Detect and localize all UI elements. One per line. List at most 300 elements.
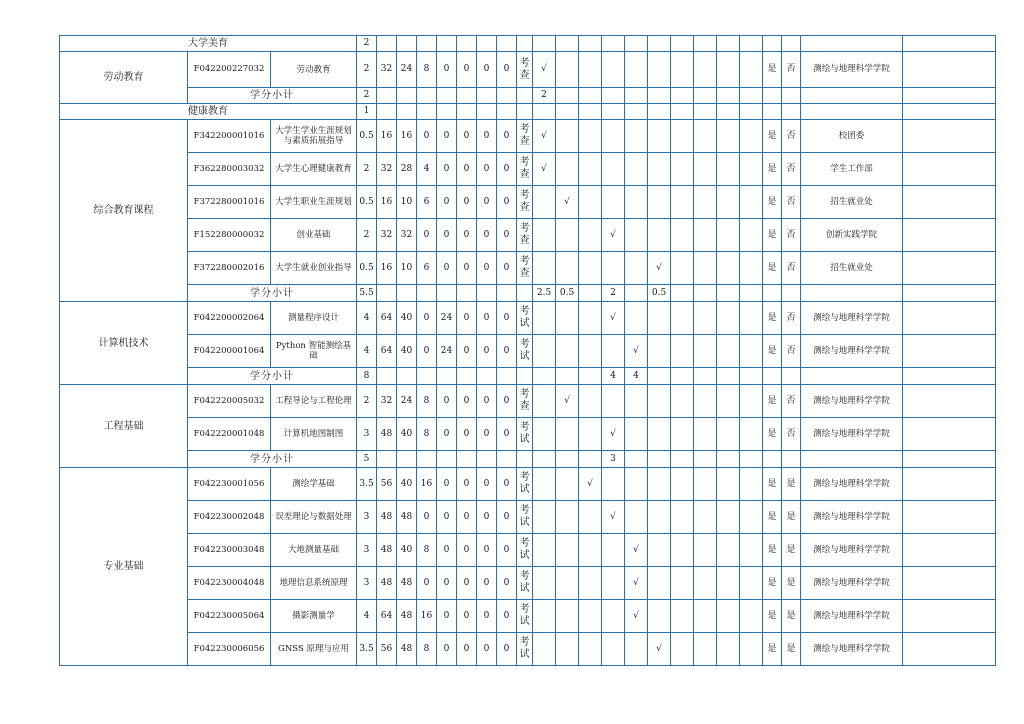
- subtotal-credit: 8: [357, 368, 377, 385]
- empty-cell: [717, 88, 740, 104]
- empty-cell: [717, 534, 740, 567]
- semester-check: √: [625, 567, 648, 600]
- empty-cell: [740, 219, 763, 252]
- empty-cell: [437, 88, 457, 104]
- category-general: 综合教育课程: [60, 120, 188, 302]
- empty-cell: [556, 335, 579, 368]
- empty-cell: [671, 52, 694, 88]
- empty-cell: [437, 36, 457, 52]
- empty-cell: [694, 88, 717, 104]
- exam-type: 考查: [517, 385, 533, 418]
- course-credit: 3: [357, 534, 377, 567]
- department: 创新实践学院: [801, 219, 903, 252]
- course-name: 工程导论与工程伦理: [271, 385, 357, 418]
- empty-cell: [717, 633, 740, 666]
- department: 测绘与地理科学学院: [801, 302, 903, 335]
- empty-cell: [648, 120, 671, 153]
- course-lecture-hours: 24: [397, 385, 417, 418]
- course-code: F042230006056: [188, 633, 271, 666]
- empty-cell: [740, 186, 763, 219]
- course-hours-c3: 0: [477, 567, 497, 600]
- semester-check: √: [556, 186, 579, 219]
- empty-cell: [648, 600, 671, 633]
- empty-cell: [903, 120, 996, 153]
- course-name: 大学生心理健康教育: [271, 153, 357, 186]
- empty-cell: [671, 302, 694, 335]
- course-hours-c3: 0: [477, 153, 497, 186]
- empty-cell: [556, 451, 579, 468]
- degree-flag: 否: [782, 153, 801, 186]
- subtotal-credit: 5: [357, 451, 377, 468]
- empty-cell: [694, 633, 717, 666]
- exam-type: 考查: [517, 252, 533, 285]
- course-practice-hours: 0: [417, 219, 437, 252]
- empty-cell: [740, 52, 763, 88]
- empty-cell: [740, 88, 763, 104]
- empty-cell: [602, 153, 625, 186]
- empty-cell: [648, 385, 671, 418]
- empty-cell: [740, 153, 763, 186]
- course-total-hours: 64: [377, 600, 397, 633]
- degree-flag: 是: [782, 567, 801, 600]
- empty-cell: [625, 385, 648, 418]
- empty-cell: [625, 219, 648, 252]
- degree-flag: 是: [782, 600, 801, 633]
- department: 测绘与地理科学学院: [801, 335, 903, 368]
- semester-check: √: [556, 385, 579, 418]
- empty-cell: [602, 468, 625, 501]
- empty-cell: [740, 385, 763, 418]
- course-code: F042220005032: [188, 385, 271, 418]
- empty-cell: [694, 567, 717, 600]
- course-name: 摄影测量学: [271, 600, 357, 633]
- degree-flag: 否: [782, 418, 801, 451]
- course-hours-c1: 0: [437, 418, 457, 451]
- course-lecture-hours: 40: [397, 335, 417, 368]
- course-lecture-hours: 48: [397, 567, 417, 600]
- core-flag: 是: [763, 567, 782, 600]
- empty-cell: [717, 368, 740, 385]
- empty-cell: [556, 302, 579, 335]
- empty-cell: [533, 385, 556, 418]
- empty-cell: [579, 418, 602, 451]
- empty-cell: [602, 633, 625, 666]
- empty-cell: [694, 120, 717, 153]
- empty-cell: [717, 385, 740, 418]
- course-credit: 4: [357, 335, 377, 368]
- empty-cell: [625, 120, 648, 153]
- empty-cell: [533, 252, 556, 285]
- empty-cell: [457, 36, 477, 52]
- core-flag: 是: [763, 501, 782, 534]
- course-hours-c1: 0: [437, 567, 457, 600]
- course-lecture-hours: 32: [397, 219, 417, 252]
- empty-cell: [671, 567, 694, 600]
- empty-cell: [903, 252, 996, 285]
- course-hours-c1: 0: [437, 385, 457, 418]
- semester-check: √: [625, 534, 648, 567]
- empty-cell: [717, 252, 740, 285]
- course-hours-c4: 0: [497, 219, 517, 252]
- course-total-hours: 48: [377, 501, 397, 534]
- empty-cell: [717, 186, 740, 219]
- course-lecture-hours: 16: [397, 120, 417, 153]
- empty-cell: [417, 368, 437, 385]
- empty-cell: [497, 36, 517, 52]
- semester-check: √: [648, 633, 671, 666]
- credit-aesthetic: 2: [357, 36, 377, 52]
- empty-cell: [556, 501, 579, 534]
- course-code: F042230001056: [188, 468, 271, 501]
- course-hours-c4: 0: [497, 153, 517, 186]
- course-hours-c2: 0: [457, 120, 477, 153]
- empty-cell: [648, 104, 671, 120]
- empty-cell: [671, 368, 694, 385]
- empty-cell: [717, 285, 740, 302]
- empty-cell: [694, 335, 717, 368]
- course-total-hours: 64: [377, 302, 397, 335]
- course-total-hours: 56: [377, 633, 397, 666]
- empty-cell: [694, 600, 717, 633]
- empty-cell: [497, 88, 517, 104]
- course-credit: 4: [357, 600, 377, 633]
- empty-cell: [556, 219, 579, 252]
- subtotal-credit: 2: [357, 88, 377, 104]
- course-credit: 3.5: [357, 633, 377, 666]
- row-general-course-4: [60, 219, 996, 252]
- empty-cell: [556, 418, 579, 451]
- empty-cell: [579, 368, 602, 385]
- empty-cell: [579, 104, 602, 120]
- empty-cell: [903, 36, 996, 52]
- department: 测绘与地理科学学院: [801, 600, 903, 633]
- course-total-hours: 32: [377, 219, 397, 252]
- empty-cell: [694, 36, 717, 52]
- empty-cell: [533, 368, 556, 385]
- empty-cell: [579, 88, 602, 104]
- empty-cell: [740, 36, 763, 52]
- core-flag: 是: [763, 52, 782, 88]
- empty-cell: [717, 120, 740, 153]
- exam-type: 考查: [517, 52, 533, 88]
- subtotal-label: 学分小计: [188, 285, 357, 302]
- empty-cell: [763, 88, 782, 104]
- empty-cell: [740, 633, 763, 666]
- row-general-course-3: [60, 186, 996, 219]
- empty-cell: [740, 567, 763, 600]
- category-aesthetic: 大学美育: [60, 36, 357, 52]
- empty-cell: [694, 186, 717, 219]
- empty-cell: [694, 418, 717, 451]
- empty-cell: [533, 36, 556, 52]
- course-hours-c2: 0: [457, 468, 477, 501]
- course-hours-c3: 0: [477, 468, 497, 501]
- empty-cell: [694, 468, 717, 501]
- course-code: F342200001016: [188, 120, 271, 153]
- degree-flag: 否: [782, 302, 801, 335]
- course-credit: 0.5: [357, 186, 377, 219]
- course-hours-c2: 0: [457, 418, 477, 451]
- row-health: [60, 104, 996, 120]
- empty-cell: [625, 501, 648, 534]
- empty-cell: [740, 451, 763, 468]
- course-credit: 2: [357, 153, 377, 186]
- empty-cell: [497, 451, 517, 468]
- semester-check: √: [533, 52, 556, 88]
- course-hours-c1: 0: [437, 186, 457, 219]
- empty-cell: [671, 633, 694, 666]
- subtotal-semester-4: 4: [602, 368, 625, 385]
- empty-cell: [763, 36, 782, 52]
- empty-cell: [648, 501, 671, 534]
- empty-cell: [671, 88, 694, 104]
- degree-flag: 否: [782, 252, 801, 285]
- course-code: F362280003032: [188, 153, 271, 186]
- empty-cell: [801, 451, 903, 468]
- empty-cell: [625, 52, 648, 88]
- empty-cell: [417, 451, 437, 468]
- row-professional-course-5: [60, 600, 996, 633]
- course-hours-c3: 0: [477, 219, 497, 252]
- core-flag: 是: [763, 302, 782, 335]
- row-general-course-1: [60, 120, 996, 153]
- course-hours-c4: 0: [497, 501, 517, 534]
- row-engineering-course-2: [60, 418, 996, 451]
- empty-cell: [903, 468, 996, 501]
- course-code: F042230003048: [188, 534, 271, 567]
- empty-cell: [671, 120, 694, 153]
- course-code: F042230005064: [188, 600, 271, 633]
- course-practice-hours: 0: [417, 302, 437, 335]
- empty-cell: [740, 120, 763, 153]
- course-code: F152280000032: [188, 219, 271, 252]
- category-professional: 专业基础: [60, 468, 188, 666]
- core-flag: 是: [763, 252, 782, 285]
- department: 测绘与地理科学学院: [801, 385, 903, 418]
- course-practice-hours: 0: [417, 335, 437, 368]
- empty-cell: [517, 451, 533, 468]
- empty-cell: [625, 302, 648, 335]
- course-credit: 3: [357, 501, 377, 534]
- empty-cell: [648, 368, 671, 385]
- empty-cell: [497, 285, 517, 302]
- empty-cell: [671, 335, 694, 368]
- category-health: 健康教育: [60, 104, 357, 120]
- empty-cell: [556, 600, 579, 633]
- course-credit: 2: [357, 385, 377, 418]
- degree-flag: 是: [782, 534, 801, 567]
- empty-cell: [602, 385, 625, 418]
- empty-cell: [579, 285, 602, 302]
- course-lecture-hours: 40: [397, 302, 417, 335]
- course-plan-table-container: [59, 35, 996, 666]
- empty-cell: [903, 385, 996, 418]
- degree-flag: 否: [782, 52, 801, 88]
- course-code: F042200002064: [188, 302, 271, 335]
- core-flag: 是: [763, 418, 782, 451]
- empty-cell: [533, 600, 556, 633]
- course-hours-c2: 0: [457, 385, 477, 418]
- empty-cell: [903, 335, 996, 368]
- empty-cell: [763, 104, 782, 120]
- empty-cell: [579, 534, 602, 567]
- course-practice-hours: 4: [417, 153, 437, 186]
- empty-cell: [740, 468, 763, 501]
- empty-cell: [903, 567, 996, 600]
- course-lecture-hours: 10: [397, 252, 417, 285]
- course-practice-hours: 6: [417, 186, 437, 219]
- course-hours-c4: 0: [497, 335, 517, 368]
- empty-cell: [763, 285, 782, 302]
- department: 测绘与地理科学学院: [801, 468, 903, 501]
- credit-health: 1: [357, 104, 377, 120]
- empty-cell: [397, 88, 417, 104]
- course-name: GNSS 原理与应用: [271, 633, 357, 666]
- empty-cell: [648, 302, 671, 335]
- empty-cell: [648, 418, 671, 451]
- empty-cell: [903, 153, 996, 186]
- empty-cell: [740, 104, 763, 120]
- empty-cell: [457, 451, 477, 468]
- empty-cell: [903, 186, 996, 219]
- empty-cell: [782, 285, 801, 302]
- empty-cell: [517, 88, 533, 104]
- exam-type: 考查: [517, 219, 533, 252]
- course-hours-c4: 0: [497, 468, 517, 501]
- empty-cell: [671, 385, 694, 418]
- empty-cell: [740, 335, 763, 368]
- empty-cell: [694, 302, 717, 335]
- empty-cell: [517, 368, 533, 385]
- empty-cell: [694, 534, 717, 567]
- empty-cell: [671, 252, 694, 285]
- course-name: 测绘学基础: [271, 468, 357, 501]
- row-labor-subtotal: [60, 88, 996, 104]
- course-hours-c2: 0: [457, 186, 477, 219]
- course-hours-c2: 0: [457, 302, 477, 335]
- course-hours-c3: 0: [477, 501, 497, 534]
- department: 学生工作部: [801, 153, 903, 186]
- row-engineering-subtotal: [60, 451, 996, 468]
- empty-cell: [602, 88, 625, 104]
- empty-cell: [717, 335, 740, 368]
- course-hours-c3: 0: [477, 385, 497, 418]
- empty-cell: [533, 633, 556, 666]
- empty-cell: [694, 52, 717, 88]
- subtotal-semester-1: 2: [533, 88, 556, 104]
- course-hours-c1: 0: [437, 120, 457, 153]
- course-hours-c3: 0: [477, 633, 497, 666]
- course-practice-hours: 0: [417, 120, 437, 153]
- empty-cell: [477, 88, 497, 104]
- exam-type: 考查: [517, 120, 533, 153]
- empty-cell: [671, 36, 694, 52]
- course-code: F042220001048: [188, 418, 271, 451]
- empty-cell: [457, 285, 477, 302]
- empty-cell: [556, 36, 579, 52]
- empty-cell: [694, 285, 717, 302]
- empty-cell: [903, 418, 996, 451]
- empty-cell: [782, 88, 801, 104]
- row-professional-course-2: [60, 501, 996, 534]
- empty-cell: [648, 451, 671, 468]
- empty-cell: [694, 219, 717, 252]
- course-hours-c4: 0: [497, 600, 517, 633]
- exam-type: 考查: [517, 153, 533, 186]
- empty-cell: [782, 368, 801, 385]
- course-hours-c2: 0: [457, 335, 477, 368]
- empty-cell: [648, 219, 671, 252]
- department: 测绘与地理科学学院: [801, 567, 903, 600]
- empty-cell: [625, 418, 648, 451]
- course-name: 地理信息系统原理: [271, 567, 357, 600]
- empty-cell: [625, 153, 648, 186]
- course-lecture-hours: 48: [397, 633, 417, 666]
- empty-cell: [740, 418, 763, 451]
- subtotal-credit: 5.5: [357, 285, 377, 302]
- course-lecture-hours: 10: [397, 186, 417, 219]
- course-hours-c3: 0: [477, 52, 497, 88]
- course-hours-c1: 0: [437, 219, 457, 252]
- exam-type: 考试: [517, 501, 533, 534]
- empty-cell: [377, 285, 397, 302]
- empty-cell: [579, 219, 602, 252]
- empty-cell: [717, 567, 740, 600]
- empty-cell: [533, 418, 556, 451]
- empty-cell: [533, 219, 556, 252]
- empty-cell: [533, 567, 556, 600]
- empty-cell: [717, 52, 740, 88]
- course-lecture-hours: 40: [397, 534, 417, 567]
- empty-cell: [533, 534, 556, 567]
- empty-cell: [671, 219, 694, 252]
- subtotal-semester-4: 2: [602, 285, 625, 302]
- course-hours-c2: 0: [457, 153, 477, 186]
- empty-cell: [740, 285, 763, 302]
- empty-cell: [648, 88, 671, 104]
- empty-cell: [717, 501, 740, 534]
- empty-cell: [437, 104, 457, 120]
- semester-check: √: [602, 302, 625, 335]
- course-practice-hours: 0: [417, 567, 437, 600]
- empty-cell: [763, 368, 782, 385]
- course-total-hours: 48: [377, 567, 397, 600]
- course-total-hours: 64: [377, 335, 397, 368]
- exam-type: 考试: [517, 468, 533, 501]
- course-code: F042200001064: [188, 335, 271, 368]
- empty-cell: [671, 501, 694, 534]
- empty-cell: [477, 368, 497, 385]
- empty-cell: [377, 104, 397, 120]
- empty-cell: [717, 451, 740, 468]
- course-total-hours: 48: [377, 534, 397, 567]
- course-hours-c4: 0: [497, 186, 517, 219]
- empty-cell: [903, 534, 996, 567]
- empty-cell: [417, 88, 437, 104]
- empty-cell: [648, 567, 671, 600]
- empty-cell: [533, 335, 556, 368]
- course-hours-c1: 0: [437, 633, 457, 666]
- course-total-hours: 32: [377, 153, 397, 186]
- empty-cell: [694, 104, 717, 120]
- core-flag: 是: [763, 335, 782, 368]
- empty-cell: [903, 104, 996, 120]
- empty-cell: [457, 368, 477, 385]
- course-practice-hours: 16: [417, 600, 437, 633]
- empty-cell: [579, 567, 602, 600]
- course-credit: 3: [357, 567, 377, 600]
- empty-cell: [903, 600, 996, 633]
